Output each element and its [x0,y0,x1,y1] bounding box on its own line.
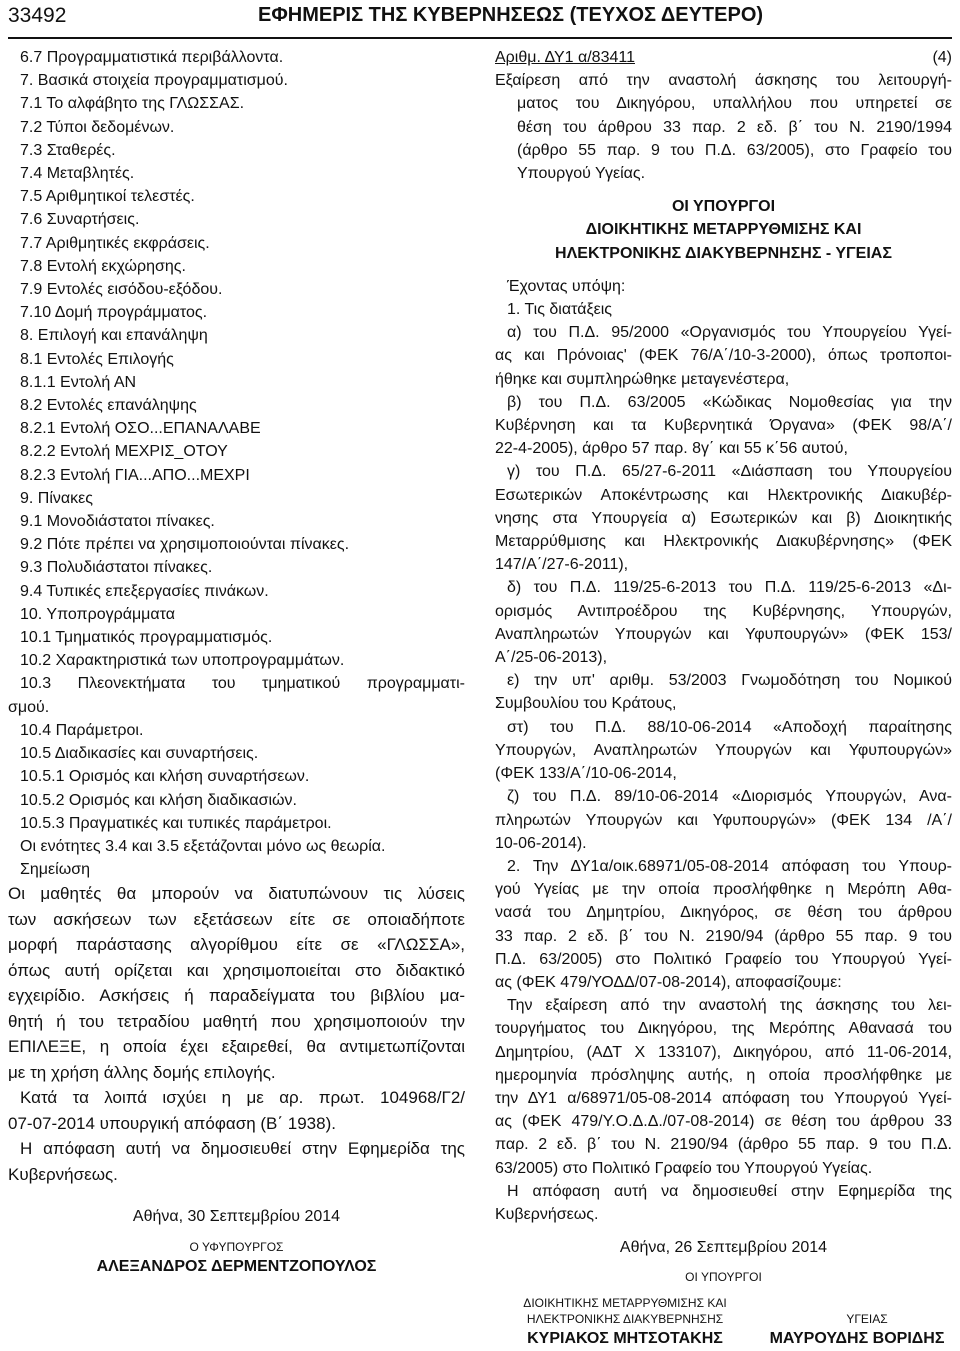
text-line: Κυβερνήσεως. [8,1164,118,1184]
toc-item: 9.4 Τυπικές επεξεργασίες πινάκων. [20,582,269,600]
toc-item: 7.9 Εντολές εισόδου-εξόδου. [20,281,223,299]
toc-item: 8.2.1 Εντολή ΟΣΟ...ΕΠΑΝΑΛΑΒΕ [20,420,261,438]
toc-item: 10.3 Πλεονεκτήματα του τμηματικού προγραμματι- [20,675,465,693]
toc-item: 10.1 Τμηματικός προγραμματισμός. [20,629,273,647]
decision-body [495,275,952,1226]
text-line: Εξαίρεση από την αναστολή άσκησης του λειτουργή- [495,72,952,90]
toc-item: 8.1 Εντολές Επιλογής [20,350,174,368]
text-line: των ασκήσεων των εξετάσεων είτε σε οποιαδήποτε [8,909,465,929]
decision-number: Αριθμ. ΔΥ1 α/83411 [495,49,635,66]
text-line: δ) του Π.Δ. 119/25-6-2013 του Π.Δ. 119/25-6-2013 «Δι- [507,579,952,597]
text-line: Την εξαίρεση από την αναστολή της άσκησης του λει- [507,997,952,1015]
toc-item: 7.4 Μεταβλητές. [20,165,135,183]
text-line: Έχοντας υπόψη: [507,277,626,295]
text-line: β) του Π.Δ. 63/2005 «Κώδικας Νομοθεσίας για την [507,393,952,411]
closing-paragraph [8,1085,465,1187]
toc-item: 8.1.1 Εντολή ΑΝ [20,373,137,391]
text-line: μορφή παράστασης αλγορίθμου είτε σε «ΓΛΩΣΣΑ», [8,935,465,955]
signature-date: Αθήνα, 30 Σεπτεμβρίου 2014 [132,1208,341,1226]
text-line: την ΔΥ1 α/68971/05-08-2014 απόφαση του Υπουργού Υγεί- [495,1089,952,1107]
toc-item: 8.2.3 Εντολή ΓΙΑ...ΑΠΟ...ΜΕΧΡΙ [20,466,250,484]
text-line: Κυβέρνηση και τα Κυβερνητικά Όργανα» (ΦΕΚ 98/Α΄/ [495,417,952,435]
signer-title: Ο ΥΦΥΠΟΥΡΓΟΣ [189,1239,284,1254]
text-line: στ) του Π.Δ. 88/10-06-2014 «Αποδοχή παραίτησης [507,718,952,736]
text-line: εγχειρίδιο. Ασκήσεις ή παραδείγματα του βιβλίου μα- [8,986,465,1006]
text-line: ε) την υπ' αριθμ. 53/2003 Γνωμοδότηση του Νομικού [507,672,952,690]
toc-item: 8. Επιλογή και επανάληψη [20,327,208,345]
signer-name: ΑΛΕΞΑΝΔΡΟΣ ΔΕΡΜΕΝΤΖΟΠΟΥΛΟΣ [96,1257,377,1275]
toc-item: 10.5.1 Ορισμός και κλήση συναρτήσεων. [20,768,310,786]
text-line: θέση του άρθρου 33 παρ. 2 εδ. β΄ του Ν. 2190/1994 [517,118,952,136]
toc-item: 10.2 Χαρακτηριστικά των υποπρογραμμάτων. [20,652,345,670]
text-line: ματος του Δικηγόρου, υπαλλήλου που υπηρετεί σε [517,95,952,113]
page-number: 33492 [8,4,67,27]
text-line: με τη χρήση άλλης δομής επιλογής. [8,1062,276,1082]
signature-date: Αθήνα, 26 Σεπτεμβρίου 2014 [619,1239,828,1257]
note-heading: Σημείωση [20,861,90,879]
gazette-title: ΕΦΗΜΕΡΙΣ ΤΗΣ ΚΥΒΕΡΝΗΣΕΩΣ (ΤΕΥΧΟΣ ΔΕΥΤΕΡΟ) [258,4,764,26]
signer-name-2: ΜΑΥΡΟΥΔΗΣ ΒΟΡΙΔΗΣ [769,1330,945,1348]
toc-item: 7.8 Εντολή εκχώρησης. [20,257,186,275]
text-line: Κατά τα λοιπά ισχύει η με αρ. πρωτ. 104968/Γ2/ [20,1088,465,1108]
toc-item: 9.1 Μονοδιάστατοι πίνακες. [20,513,215,531]
header-rule [8,37,952,39]
toc-item: 7.6 Συναρτήσεις. [20,211,140,229]
text-line: ήθηκε και συμπληρώθηκε μεταγενέστερα, [495,370,790,388]
text-line: 1. Τις διατάξεις [507,301,613,319]
text-line: Αναπληρωτών Υπουργών και Υφυπουργών» (ΦΕΚ 153/ [495,625,952,643]
signer-roles [495,1295,952,1327]
text-line: Υπουργού Υγείας. [517,165,646,183]
toc-item: 8.2 Εντολές επανάληψης [20,397,197,415]
text-line: 07-07-2014 υπουργική απόφαση (Β΄ 1938). [8,1113,336,1133]
text-line: ας (ΦΕΚ 479/Υ.Ο.Δ.Δ./07-08-2014) σε θέση του άρθρου 33 [495,1113,952,1131]
text-line: 63/2005) στο Πολιτικό Γραφείο του Υπουργού Υγείας. [495,1159,873,1177]
signers-title: ΟΙ ΥΠΟΥΡΓΟΙ [685,1270,762,1285]
ministers-heading [495,195,952,265]
text-line: ορισμός Αντιπροέδρου της Κυβέρνησης, Υπουργών, [495,602,952,620]
text-line: 147/Α΄/27-6-2011), [495,556,629,574]
toc-item: 7.10 Δομή προγράμματος. [20,304,208,322]
toc-item: 7.3 Σταθερές. [20,141,116,159]
text-line: πληρωτών Υπουργών και Υφυπουργών» (ΦΕΚ 134 /Α΄/ [495,811,952,829]
role-line: ΗΛΕΚΤΡΟΝΙΚΗΣ ΔΙΑΚΥΒΕΡΝΗΣΗΣ [526,1312,724,1327]
toc-item: 9.3 Πολυδιάστατοι πίνακες. [20,559,213,577]
left-column [8,46,465,1278]
text-line: νασά του Δημητρίου, Δικηγόρος, σε θέση του άρθρου [495,904,952,922]
text-line: α) του Π.Δ. 95/2000 «Οργανισμός του Υπουργείου Υγεί- [507,324,952,342]
text-line: ζ) του Π.Δ. 89/10-06-2014 «Διορισμός Υπουργών, Ανα- [507,788,952,806]
text-line: γού Υγείας με την οποία προσλήφθηκε η Μερόπη Αθα- [495,881,952,899]
text-line: Δημητρίου, (ΑΔΤ Χ 133107), Δικηγόρου, από 11-06-2014, [495,1043,952,1061]
heading-line: ΔΙΟΙΚΗΤΙΚΗΣ ΜΕΤΑΡΡΥΘΜΙΣΗΣ ΚΑΙ [585,221,862,239]
toc-item: 10. Υποπρογράμματα [20,605,175,623]
signer-role-2: ΥΓΕΙΑΣ [846,1312,888,1327]
text-line: Π.Δ. 63/2005) στο Πολιτικό Γραφείο του Υπουργού Υγεί- [495,950,952,968]
toc-item: 9.2 Πότε πρέπει να χρησιμοποιούνται πίνακες. [20,536,350,554]
note-paragraph [8,881,465,1085]
decision-ref: (4) [932,49,952,66]
text-line: ας και Πρόνοιας' (ΦΕΚ 76/Α΄/10-3-2000), όπως τροποποι- [495,347,952,365]
text-line: νησης στα Υπουργεία α) Εσωτερικών και β) Διοικητικής [495,509,952,527]
text-line: θητή ή του τετραδίου μαθητή που χρησιμοποιούν την [8,1011,465,1031]
decision-header [495,46,952,69]
text-line: παρ. 2 εδ. β΄ του Ν. 2190/94 (άρθρο 55 παρ. 9 του Π.Δ. [495,1136,952,1154]
toc-item: 9. Πίνακες [20,489,93,507]
text-line: Συμβουλίου του Κράτους, [495,695,677,713]
toc-item: 6.7 Προγραμματιστικά περιβάλλοντα. [20,49,284,66]
signer-role-1 [495,1295,755,1327]
text-line: 33 παρ. 2 εδ. β΄ του Ν. 2190/94 (άρθρο 55 παρ. 9 του [495,927,952,945]
toc-item: 7.2 Τύποι δεδομένων. [20,118,175,136]
text-line: Μεταρρύθμισης και Ηλεκτρονικής Διακυβέρνησης» (ΦΕΚ [495,533,952,551]
text-line: Υπουργών, Αναπληρωτών Υπουργών και Υφυπουργών» [495,741,952,759]
text-line: Α΄/25-06-2013), [495,649,608,667]
heading-line: ΗΛΕΚΤΡΟΝΙΚΗΣ ΔΙΑΚΥΒΕΡΝΗΣΗΣ - ΥΓΕΙΑΣ [555,244,892,262]
text-line: Η απόφαση αυτή να δημοσιευθεί στην Εφημερίδα της [20,1139,465,1159]
text-line: Κυβερνήσεως. [495,1205,599,1223]
decision-subject [495,69,952,185]
toc-item: 7.1 Το αλφάβητο της ΓΛΩΣΣΑΣ. [20,95,245,113]
toc-item: Οι ενότητες 3.4 και 3.5 εξετάζονται μόνο ως θεωρία. [20,837,386,855]
text-line: 22-4-2005), άρθρο 57 παρ. 8γ΄ και 55 κ΄56 αυτού, [495,440,848,458]
toc-item: 7. Βασικά στοιχεία προγραμματισμού. [20,72,288,90]
text-line: ας (ΦΕΚ 479/ΥΟΔΔ/07-08-2014), αποφασίζουμε: [495,973,842,991]
page-header [8,4,952,32]
toc-item: 10.5 Διαδικασίες και συναρτήσεις. [20,745,259,763]
text-line: όπως αυτή ορίζεται και χρησιμοποιείται στο διδακτικό [8,960,465,980]
right-column [495,46,952,1351]
text-line: 10-06-2014). [495,834,587,852]
text-line: ημερομηνία πρόσληψης αυτής, η οποία προσλήφθηκε με [495,1066,952,1084]
curriculum-list [8,46,465,881]
signer-names [495,1327,952,1350]
signer-name-1: ΚΥΡΙΑΚΟΣ ΜΗΤΣΟΤΑΚΗΣ [527,1330,723,1348]
toc-item: σμού. [8,698,50,716]
text-line: γ) του Π.Δ. 65/27-6-2011 «Διάσπαση του Υπουργείου [507,463,952,481]
toc-item: 10.5.3 Πραγματικές και τυπικές παράμετροι. [20,814,332,832]
heading-line: ΟΙ ΥΠΟΥΡΓΟΙ [671,198,776,216]
text-line: Η απόφαση αυτή να δημοσιευθεί στην Εφημερίδα της [507,1182,952,1200]
text-line: (ΦΕΚ 133/Α΄/10-06-2014, [495,765,677,783]
role-line: ΔΙΟΙΚΗΤΙΚΗΣ ΜΕΤΑΡΡΥΘΜΙΣΗΣ ΚΑΙ [523,1296,727,1311]
text-line: τουργήματος του Δικηγόρου, της Μερόπης Αθανασά του [495,1020,952,1038]
text-line: (άρθρο 55 παρ. 9 του Π.Δ. 63/2005), στο Γραφείο του [517,141,952,159]
text-line: 2. Την ΔΥ1α/οικ.68971/05-08-2014 απόφαση του Υπουρ- [507,857,952,875]
toc-item: 10.4 Παράμετροι. [20,721,144,739]
text-line: Εσωτερικών Αποκέντρωσης και Ηλεκτρονικής Διακυβέρ- [495,486,952,504]
toc-item: 10.5.2 Ορισμός και κλήση διαδικασιών. [20,791,297,809]
text-line: Οι μαθητές θα μπορούν να διατυπώνουν τις λύσεις [8,884,465,904]
toc-item: 8.2.2 Εντολή ΜΕΧΡΙΣ_ΟΤΟΥ [20,443,228,461]
text-line: ΕΠΙΛΕΞΕ, η οποία έχει εξαιρεθεί, θα αντιμετωπίζονται [8,1037,465,1057]
toc-item: 7.5 Αριθμητικοί τελεστές. [20,188,195,206]
toc-item: 7.7 Αριθμητικές εκφράσεις. [20,234,210,252]
